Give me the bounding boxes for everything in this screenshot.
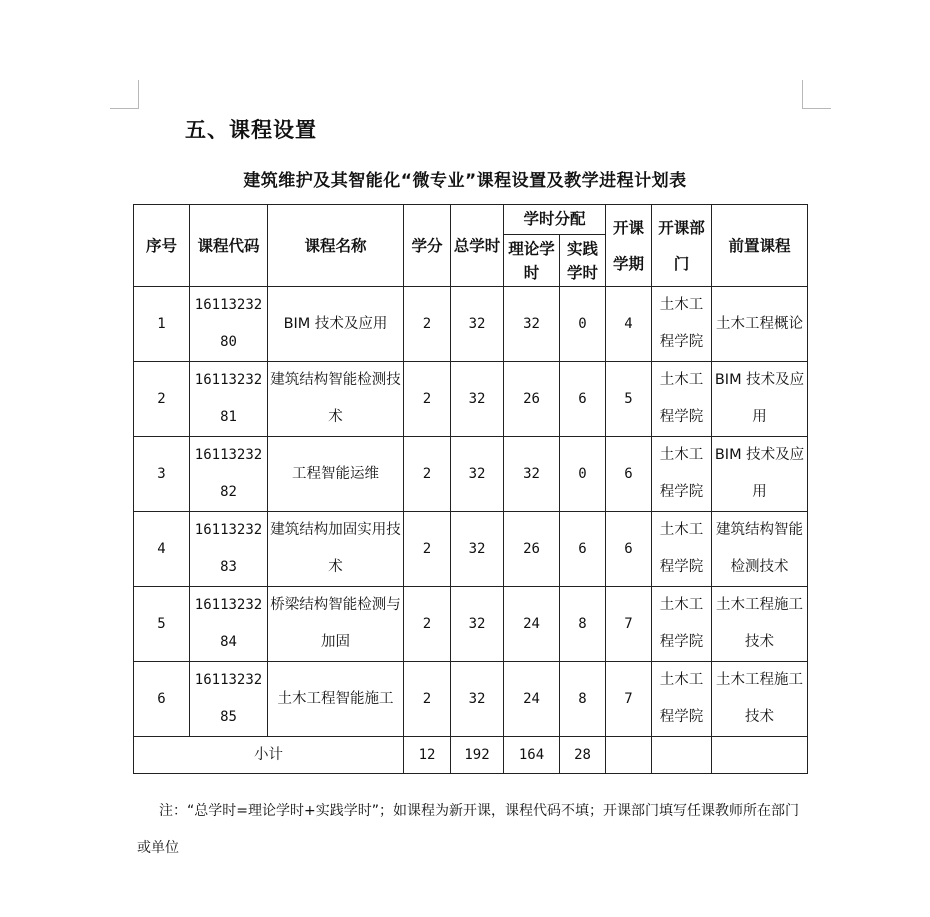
cell-department: 土木工程学院 (652, 587, 712, 662)
cell-code: 1611323280 (190, 287, 268, 362)
cell-index: 6 (134, 662, 190, 737)
header-row (134, 205, 808, 235)
cell-term: 6 (606, 512, 652, 587)
header-total-hours: 总学时 (451, 205, 504, 287)
cell-total: 32 (451, 287, 504, 362)
cell-department: 土木工程学院 (652, 512, 712, 587)
course-plan-table (133, 204, 808, 774)
cell-name: 建筑结构加固实用技术 (268, 512, 404, 587)
cell-credits: 2 (404, 587, 451, 662)
subtotal-practice-hours: 28 (560, 737, 606, 774)
cell-practice: 6 (560, 512, 606, 587)
crop-mark-top-right (802, 80, 831, 109)
table-row (134, 512, 808, 587)
subtotal-department-empty (652, 737, 712, 774)
table-row (134, 362, 808, 437)
cell-theory: 32 (504, 287, 560, 362)
header-practice-hours: 实践学时 (560, 235, 606, 287)
cell-practice: 0 (560, 287, 606, 362)
cell-practice: 8 (560, 662, 606, 737)
cell-department: 土木工程学院 (652, 437, 712, 512)
header-index: 序号 (134, 205, 190, 287)
table-row (134, 587, 808, 662)
subtotal-term-empty (606, 737, 652, 774)
cell-prerequisite: 土木工程施工技术 (712, 587, 808, 662)
header-prerequisite: 前置课程 (712, 205, 808, 287)
cell-code: 1611323283 (190, 512, 268, 587)
cell-prerequisite: 土木工程概论 (712, 287, 808, 362)
header-credits: 学分 (404, 205, 451, 287)
cell-term: 7 (606, 662, 652, 737)
cell-prerequisite: 土木工程施工技术 (712, 662, 808, 737)
cell-department: 土木工程学院 (652, 362, 712, 437)
cell-name: 工程智能运维 (268, 437, 404, 512)
cell-credits: 2 (404, 662, 451, 737)
cell-total: 32 (451, 437, 504, 512)
table-row (134, 437, 808, 512)
cell-theory: 24 (504, 662, 560, 737)
cell-index: 1 (134, 287, 190, 362)
subtotal-prerequisite-empty (712, 737, 808, 774)
cell-prerequisite: BIM 技术及应用 (712, 362, 808, 437)
cell-credits: 2 (404, 512, 451, 587)
cell-name: 桥梁结构智能检测与加固 (268, 587, 404, 662)
cell-code: 1611323284 (190, 587, 268, 662)
cell-total: 32 (451, 362, 504, 437)
cell-index: 2 (134, 362, 190, 437)
cell-theory: 32 (504, 437, 560, 512)
cell-code: 1611323285 (190, 662, 268, 737)
table-note: 注：“总学时=理论学时+实践学时”；如课程为新开课，课程代码不填；开课部门填写任课教师所在部门或单位 (137, 803, 799, 856)
table-row (134, 287, 808, 362)
cell-theory: 24 (504, 587, 560, 662)
subtotal-credits: 12 (404, 737, 451, 774)
cell-theory: 26 (504, 512, 560, 587)
cell-practice: 6 (560, 362, 606, 437)
subtotal-row (134, 737, 808, 774)
header-theory-hours: 理论学时 (504, 235, 560, 287)
table-title: 建筑维护及其智能化“微专业”课程设置及教学进程计划表 (243, 171, 687, 191)
cell-credits: 2 (404, 362, 451, 437)
cell-department: 土木工程学院 (652, 662, 712, 737)
cell-code: 1611323282 (190, 437, 268, 512)
cell-total: 32 (451, 512, 504, 587)
header-term: 开课学期 (606, 205, 652, 287)
cell-index: 4 (134, 512, 190, 587)
subtotal-label: 小计 (134, 737, 404, 774)
cell-name: 建筑结构智能检测技术 (268, 362, 404, 437)
header-department: 开课部门 (652, 205, 712, 287)
cell-prerequisite: 建筑结构智能检测技术 (712, 512, 808, 587)
cell-name: BIM 技术及应用 (268, 287, 404, 362)
cell-term: 5 (606, 362, 652, 437)
header-name: 课程名称 (268, 205, 404, 287)
cell-credits: 2 (404, 437, 451, 512)
cell-credits: 2 (404, 287, 451, 362)
section-heading: 五、课程设置 (185, 117, 317, 142)
cell-index: 3 (134, 437, 190, 512)
cell-term: 4 (606, 287, 652, 362)
cell-term: 6 (606, 437, 652, 512)
cell-index: 5 (134, 587, 190, 662)
crop-mark-top-left (110, 80, 139, 109)
cell-department: 土木工程学院 (652, 287, 712, 362)
cell-practice: 0 (560, 437, 606, 512)
cell-name: 土木工程智能施工 (268, 662, 404, 737)
cell-total: 32 (451, 587, 504, 662)
header-code: 课程代码 (190, 205, 268, 287)
subtotal-total-hours: 192 (451, 737, 504, 774)
cell-term: 7 (606, 587, 652, 662)
cell-code: 1611323281 (190, 362, 268, 437)
header-hours-split: 学时分配 (504, 205, 606, 235)
cell-practice: 8 (560, 587, 606, 662)
subtotal-theory-hours: 164 (504, 737, 560, 774)
cell-prerequisite: BIM 技术及应用 (712, 437, 808, 512)
cell-theory: 26 (504, 362, 560, 437)
table-row (134, 662, 808, 737)
cell-total: 32 (451, 662, 504, 737)
